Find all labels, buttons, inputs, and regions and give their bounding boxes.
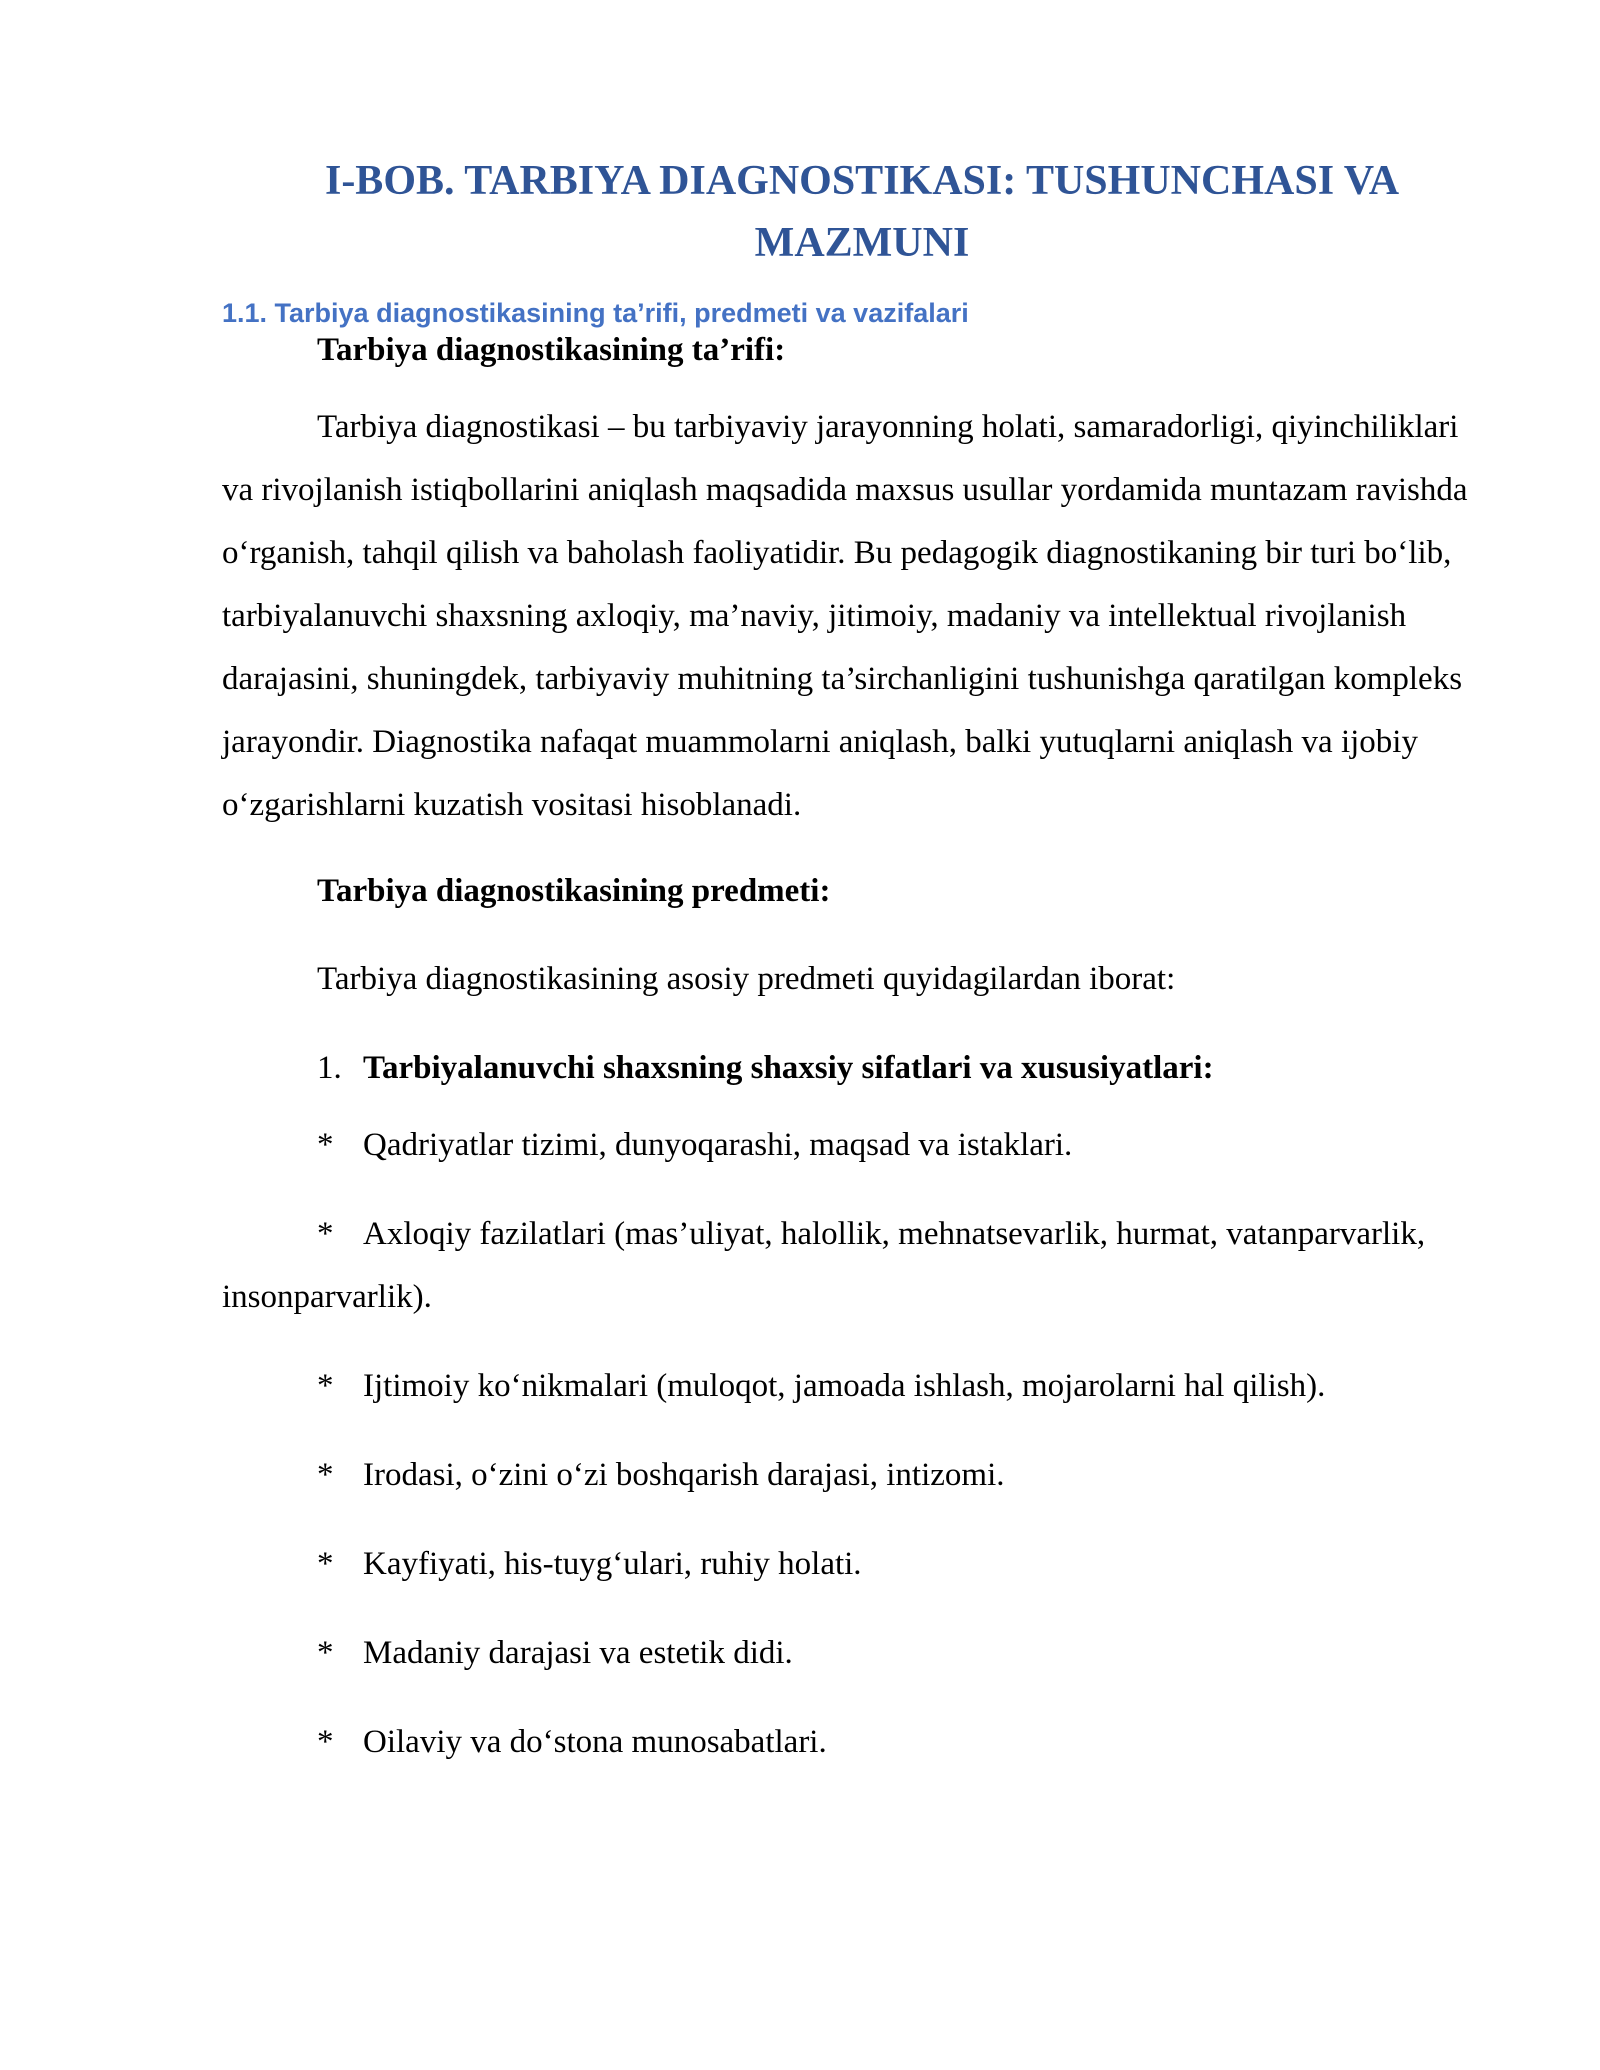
bullet-text: Axloqiy fazilatlari (mas’uliyat, halollik, mehnatsevarlik, hurmat, vatanparvarlik, insonparvarlik). — [222, 1216, 1426, 1315]
bullet-symbol: * — [317, 1457, 334, 1493]
bullet-symbol: * — [317, 1724, 334, 1760]
document-page — [222, 150, 1472, 1774]
bullet-symbol: * — [317, 1546, 334, 1582]
bullet-list — [222, 1114, 1472, 1774]
bullet-text: Oilaviy va do‘stona munosabatlari. — [363, 1724, 827, 1760]
subject-intro: Tarbiya diagnostikasining asosiy predmeti quyidagilardan iborat: — [317, 961, 1176, 997]
definition-paragraph: Tarbiya diagnostikasi – bu tarbiyaviy jarayonning holati, samaradorligi, qiyinchiliklari va rivojlanish istiqbollarini aniqlash maqsadida maxsus usullar yordamida muntazam ravishda o‘rganish, tahqil qilish va baholash faoliyatidir. Bu pedagogik diagnostikaning bir turi bo‘lib, tarbiyalanuvchi shaxsning axloqiy, ma’naviy, jitimoiy, madaniy va intellektual rivojlanish darajasini, shuningdek, tarbiyaviy muhitning ta’sirchanligini tushunishga qaratilgan kompleks jarayondir. Diagnostika nafaqat muammolarni aniqlash, balki yutuqlarni aniqlash va ijobiy o‘zgarishlarni kuzatish vositasi hisoblanadi. — [222, 409, 1468, 823]
bullet-item — [222, 1444, 1472, 1507]
chapter-title: I-BOB. TARBIYA DIAGNOSTIKASI: TUSHUNCHASI VA MAZMUNI — [324, 158, 1400, 266]
bullet-symbol: * — [317, 1216, 334, 1252]
section-heading: 1.1. Tarbiya diagnostikasining ta’rifi, predmeti va vazifalari — [222, 298, 969, 328]
list-number: 1. — [317, 1050, 342, 1086]
bullet-text: Ijtimoiy ko‘nikmalari (muloqot, jamoada ishlash, mojarolarni hal qilish). — [363, 1368, 1326, 1404]
bullet-symbol: * — [317, 1635, 334, 1671]
definition-heading: Tarbiya diagnostikasining ta’rifi: — [317, 332, 786, 368]
bullet-symbol: * — [317, 1127, 334, 1163]
bullet-item — [222, 1114, 1472, 1177]
bullet-item — [222, 1203, 1472, 1329]
bullet-symbol: * — [317, 1368, 334, 1404]
numbered-list-item — [222, 1048, 1472, 1088]
bullet-text: Kayfiyati, his-tuyg‘ulari, ruhiy holati. — [363, 1546, 862, 1582]
subject-heading: Tarbiya diagnostikasining predmeti: — [317, 873, 831, 909]
bullet-item — [222, 1355, 1472, 1418]
bullet-item — [222, 1622, 1472, 1685]
bullet-text: Irodasi, o‘zini o‘zi boshqarish darajasi, intizomi. — [363, 1457, 1005, 1493]
bullet-text: Qadriyatlar tizimi, dunyoqarashi, maqsad va istaklari. — [363, 1127, 1073, 1163]
bullet-item — [222, 1533, 1472, 1596]
list-item-text: Tarbiyalanuvchi shaxsning shaxsiy sifatlari va xususiyatlari: — [363, 1050, 1214, 1086]
bullet-text: Madaniy darajasi va estetik didi. — [363, 1635, 793, 1671]
bullet-item — [222, 1711, 1472, 1774]
